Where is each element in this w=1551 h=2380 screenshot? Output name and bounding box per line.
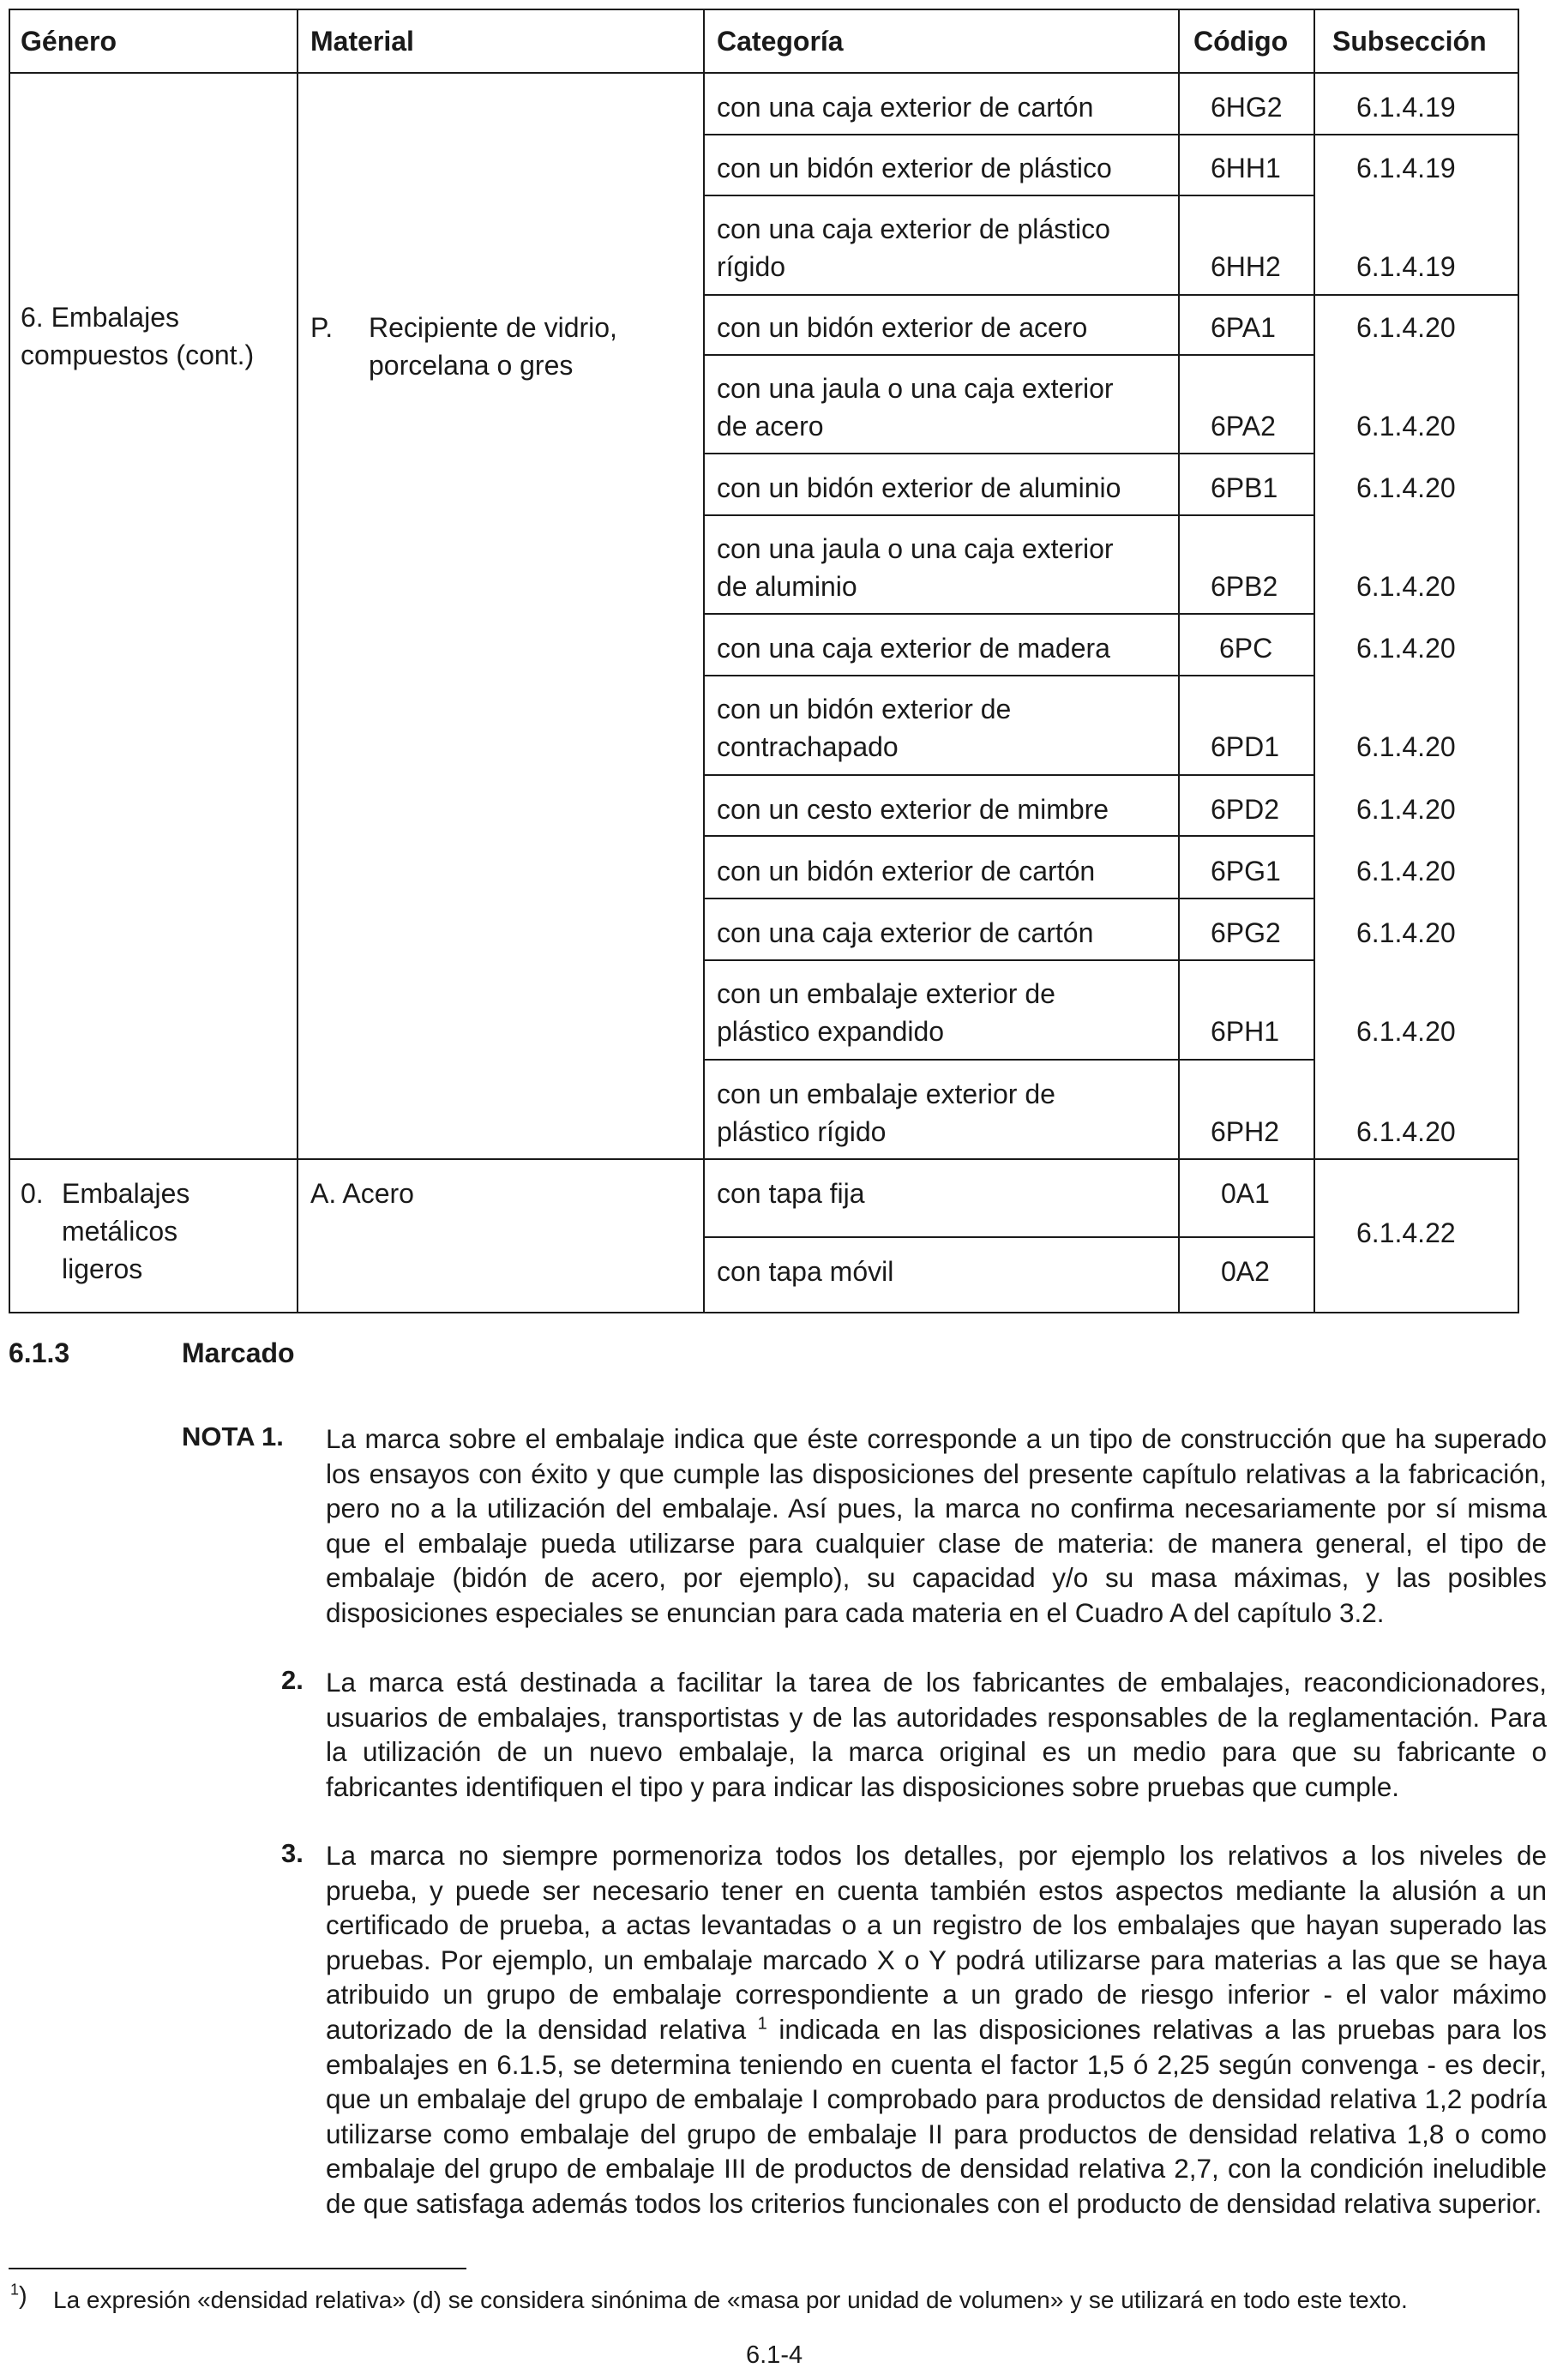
classification-table — [9, 9, 1519, 1313]
subseccion-cell: 6.1.4.20 — [1356, 1016, 1456, 1047]
material-acero: A. Acero — [310, 1178, 414, 1209]
categoria-cell: con un bidón exterior de contrachapado — [717, 694, 1012, 762]
header-codigo: Código — [1193, 26, 1289, 57]
subseccion-cell: 6.1.4.19 — [1356, 92, 1456, 123]
categoria-cell: con una caja exterior de cartón — [717, 92, 1094, 123]
header-categoria: Categoría — [717, 26, 844, 57]
col-divider-material-categoria — [703, 9, 705, 1313]
header-genero: Género — [21, 26, 117, 57]
subseccion-cell: 6.1.4.20 — [1356, 571, 1456, 602]
col-divider-genero-material — [297, 9, 298, 1313]
row-divider — [703, 134, 1314, 135]
section-title: Marcado — [182, 1337, 295, 1368]
row-divider — [703, 898, 1314, 899]
subseccion-divider — [1314, 294, 1519, 296]
row-divider — [703, 294, 1314, 296]
material-p-text: Recipiente de vidrio, porcelana o gres — [369, 312, 617, 381]
row-divider — [703, 453, 1314, 454]
section-number: 6.1.3 — [9, 1337, 70, 1368]
subseccion-cell: 6.1.4.20 — [1356, 472, 1456, 503]
genero-metalicos-text: Embalajes metálicos ligeros — [62, 1178, 190, 1284]
codigo-cell: 0A2 — [1221, 1256, 1270, 1287]
subseccion-cell: 6.1.4.20 — [1356, 633, 1456, 664]
note-text-part: La marca no siempre pormenoriza todos los detalles, por ejemplo los relativos a los niveles de prueba, y puede ser necesario tener en cuenta también estos aspectos mediante la alusión a un certificado de prueba, a actas levantadas o a un registro de los embalajes que hayan superado las pruebas. Por ejemplo, un embalaje marcado X o Y podrá utilizarse para materias a las que se haya atribuido un grupo de embalaje correspondiente a un grado de riesgo inferior - el valor máximo autorizado de la densidad relativa — [326, 1840, 1547, 2045]
footnote-number: 1 — [10, 2281, 20, 2299]
note-paragraph: La marca sobre el embalaje indica que éste corresponde a un tipo de construcción que ha superado los ensayos con éxito y que cumple las disposiciones del presente capítulo relativas a la fabricación, pero no a la utilización del embalaje. Así pues, la marca no confirma necesariamente por sí misma que el embalaje pueda utilizarse para cualquier clase de materia: de manera general, el tipo de embalaje (bidón de acero, por ejemplo), su capacidad y/o su masa máximas, y las posibles disposiciones especiales se enuncian para cada materia en el Cuadro A del capítulo 3.2. — [326, 1423, 1547, 1628]
note-label: NOTA 1. — [182, 1421, 284, 1451]
footnote-ref[interactable]: 1 — [757, 2014, 767, 2034]
subseccion-cell: 6.1.4.20 — [1356, 731, 1456, 762]
subseccion-cell: 6.1.4.19 — [1356, 153, 1456, 183]
header-subseccion: Subsección — [1332, 26, 1487, 57]
row-divider — [703, 1059, 1314, 1061]
row-divider — [703, 774, 1314, 776]
codigo-cell: 6HH2 — [1211, 251, 1281, 282]
subseccion-cell: 6.1.4.20 — [1356, 312, 1456, 343]
subseccion-cell: 6.1.4.20 — [1356, 1116, 1456, 1147]
categoria-cell: con un embalaje exterior de plástico rígido — [717, 1079, 1055, 1147]
categoria-cell: con una jaula o una caja exterior de acero — [717, 373, 1114, 442]
row-divider — [703, 675, 1314, 676]
categoria-cell: con tapa móvil — [717, 1256, 894, 1287]
categoria-cell: con un bidón exterior de acero — [717, 312, 1088, 343]
codigo-cell: 6PD2 — [1211, 794, 1280, 825]
col-divider-categoria-codigo — [1178, 9, 1180, 1313]
page-number: 6.1-4 — [746, 2341, 803, 2369]
categoria-cell: con un embalaje exterior de plástico expandido — [717, 978, 1055, 1047]
row-divider — [703, 514, 1314, 516]
categoria-cell: con una jaula o una caja exterior de aluminio — [717, 533, 1114, 602]
categoria-cell: con una caja exterior de madera — [717, 633, 1110, 664]
row-divider — [703, 1236, 1314, 1238]
header-material: Material — [310, 26, 414, 57]
row-divider — [703, 613, 1314, 615]
subseccion-cell: 6.1.4.20 — [1356, 411, 1456, 442]
col-divider-codigo-subseccion — [1314, 9, 1315, 1313]
table-border-bottom — [9, 1312, 1519, 1313]
note-label: 2. — [281, 1665, 304, 1695]
subseccion-cell: 6.1.4.19 — [1356, 251, 1456, 282]
row-divider — [703, 354, 1314, 356]
footnote-paren: ) — [19, 2282, 27, 2310]
codigo-cell: 6HG2 — [1211, 92, 1283, 123]
genero-metalicos-num: 0. — [21, 1178, 44, 1209]
codigo-cell: 6PG2 — [1211, 917, 1281, 948]
categoria-cell: con un bidón exterior de aluminio — [717, 472, 1121, 503]
codigo-cell: 0A1 — [1221, 1178, 1270, 1209]
table-border-left — [9, 9, 10, 1313]
row-divider — [703, 959, 1314, 961]
header-divider — [9, 72, 1519, 74]
material-p-letter: P. — [310, 312, 334, 343]
subseccion-cell: 6.1.4.20 — [1356, 856, 1456, 886]
note-paragraph: La marca está destinada a facilitar la tarea de los fabricantes de embalajes, reacondicionadores, usuarios de embalajes, transportistas y de las autoridades responsables de la reglamentación. Para la utilización de un nuevo embalaje, la marca original es un medio para que su fabricante o fabricantes identifiquen el tipo y para indicar las disposiciones sobre pruebas que cumple. — [326, 1667, 1547, 1802]
subseccion-cell: 6.1.4.20 — [1356, 917, 1456, 948]
codigo-cell: 6HH1 — [1211, 153, 1281, 183]
footnote-text: La expresión «densidad relativa» (d) se considera sinónima de «masa por unidad de volumen» y se utilizará en todo este texto. — [53, 2287, 1408, 2313]
genero-compuestos: 6. Embalajes compuestos (cont.) — [21, 302, 255, 370]
footnote-rule — [9, 2268, 466, 2269]
table-border-right — [1518, 9, 1519, 1313]
codigo-cell: 6PC — [1219, 633, 1273, 664]
note-text-part: indicada en las disposiciones relativas a las pruebas para los embalajes en 6.1.5, se determina teniendo en cuenta el factor 1,5 ó 2,25 según convenga - es decir, que un embalaje del grupo de embalaje I comprobado para productos de densidad relativa 1,2 podría utilizarse como embalaje del grupo de embalaje II para productos de densidad relativa 1,8 o como embalaje del grupo de embalaje III de productos de densidad relativa 2,7, con la condición ineludible de que satisfaga además todos los criterios funcionales con el producto de densidad relativa superior. — [326, 2013, 1547, 2219]
table-border-top — [9, 9, 1519, 10]
subseccion-divider — [1314, 134, 1519, 135]
note-label: 3. — [281, 1838, 304, 1868]
codigo-cell: 6PD1 — [1211, 731, 1280, 762]
categoria-cell: con un bidón exterior de cartón — [717, 856, 1096, 886]
codigo-cell: 6PH1 — [1211, 1016, 1280, 1047]
row-divider — [703, 195, 1314, 196]
footnote-mark — [10, 2282, 27, 2311]
row-divider — [9, 1158, 1519, 1160]
row-divider — [703, 835, 1314, 837]
codigo-cell: 6PA1 — [1211, 312, 1276, 343]
codigo-cell: 6PA2 — [1211, 411, 1276, 442]
categoria-cell: con un cesto exterior de mimbre — [717, 794, 1109, 825]
codigo-cell: 6PB1 — [1211, 472, 1278, 503]
subseccion-cell: 6.1.4.22 — [1356, 1217, 1456, 1248]
subseccion-cell: 6.1.4.20 — [1356, 794, 1456, 825]
note-paragraph — [326, 1838, 1547, 2221]
categoria-cell: con una caja exterior de plástico rígido — [717, 213, 1110, 282]
categoria-cell: con un bidón exterior de plástico — [717, 153, 1112, 183]
codigo-cell: 6PB2 — [1211, 571, 1278, 602]
codigo-cell: 6PG1 — [1211, 856, 1281, 886]
categoria-cell: con tapa fija — [717, 1178, 865, 1209]
categoria-cell: con una caja exterior de cartón — [717, 917, 1094, 948]
codigo-cell: 6PH2 — [1211, 1116, 1280, 1147]
